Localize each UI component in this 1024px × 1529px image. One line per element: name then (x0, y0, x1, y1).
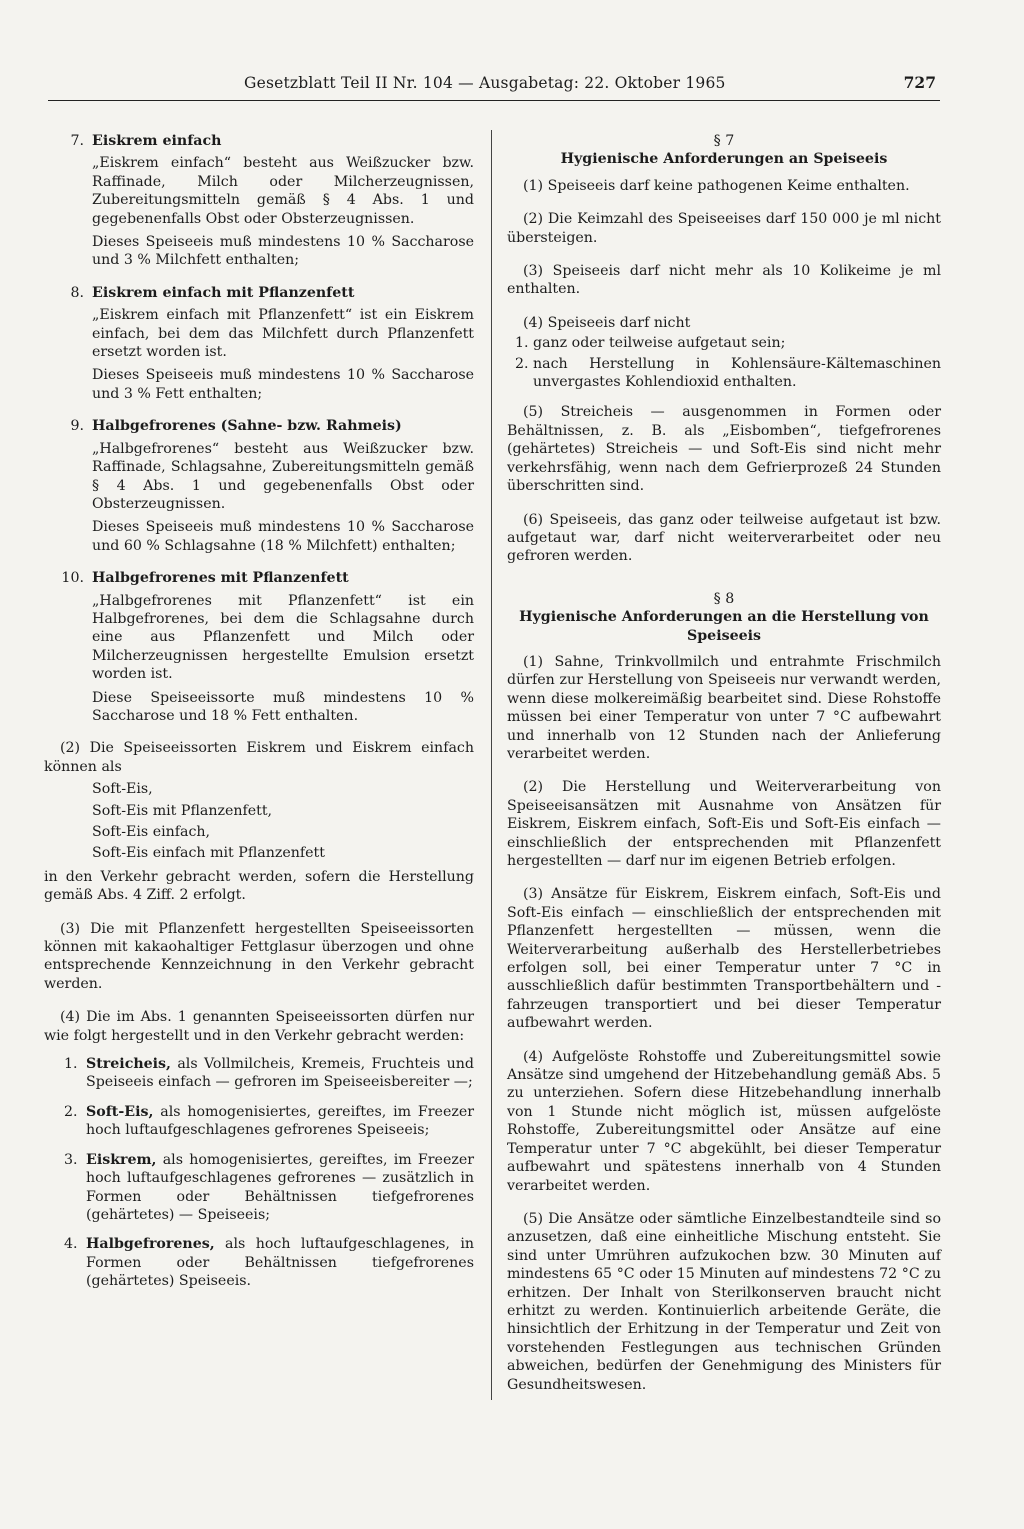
item-term: Streicheis, (86, 1056, 171, 1073)
paragraph-3: (3) Die mit Pflanzenfett hergestellten Speiseeissorten können mit kakaohaltiger Fettglasur überzogen und ohne entsprechende Kennzeichnung in den Verkehr gebracht werden. (44, 920, 474, 992)
section-8-paragraph: (4) Aufgelöste Rohstoffe und Zubereitungsmittel sowie Ansätze sind umgehend der Hitzebehandlung gemäß Abs. 5 zu unterziehen. Sofern diese Hitzebehandlung innerhalb von 1 Stunde nicht möglich ist, müssen aufgelöste Rohstoffe, Zubereitungsmittel oder Ansätze auf eine Temperatur unter 7 °C abgekühlt, bei dieser Temperatur aufbewahrt und spätestens innerhalb von 4 Stunden verarbeitet werden. (507, 1048, 941, 1194)
list-item (44, 284, 474, 403)
left-column (44, 132, 474, 1302)
section-8-paragraph: (5) Die Ansätze oder sämtliche Einzelbestandteile sind so anzusetzen, daß eine einheitliche Mischung entsteht. Sie sind unter Umrühren aufzukochen bzw. 30 Minuten auf mindestens 65 °C oder 15 Minuten auf mindestens 72 °C zu erhitzen. Der Inhalt von Sterilkonserven braucht nicht erhitzt zu werden. Kontinuierlich arbeitende Geräte, die hinsichtlich der Erhitzung in der Temperatur und Zeit von vorstehenden Festlegungen aus technischen Gründen abweichen, bedürfen der Genehmigung des Ministers für Gesundheitswesen. (507, 1210, 941, 1393)
column-divider (491, 130, 492, 1400)
item-heading: Halbgefrorenes mit Pflanzenfett (92, 570, 349, 587)
section-7-paragraph: (2) Die Keimzahl des Speiseeises darf 150 000 je ml nicht übersteigen. (507, 211, 941, 246)
item-number: 2. (515, 355, 529, 372)
list-item (44, 1235, 474, 1290)
item-text: „Halbgefrorenes mit Pflanzenfett“ ist ein Halbgefrorenes, bei dem die Schlagsahne durch eine aus Pflanzenfett und Milch oder Milcherzeugnissen hergestellte Emulsion ersetzt worden ist. (92, 592, 474, 683)
list-item: Soft-Eis, (92, 781, 153, 798)
list-item: Soft-Eis einfach, (92, 824, 211, 840)
item-text: Diese Speiseeissorte muß mindestens 10 % Saccharose und 18 % Fett enthalten. (92, 689, 474, 724)
item-number: 10. (61, 570, 84, 587)
section-8-paragraph: (3) Ansätze für Eiskrem, Eiskrem einfach, Soft-Eis und Soft-Eis einfach — einschließlich der entsprechenden mit Pflanzenfett hergestellten — müssen, wenn die Weiterverarbeitung außerhalb des Herstellerbetriebes erfolgen soll, bei einer Temperatur unter 7 °C in ausschließlich dafür bestimmten Transportbehältern und -fahrzeugen transportiert und bei dieser Temperatur aufbewahrt werden. (507, 886, 941, 1032)
section-8-title: Hygienische Anforderungen an die Herstellung von Speiseeis (519, 609, 929, 644)
item-text: Dieses Speiseeis muß mindestens 10 % Saccharose und 3 % Milchfett enthalten; (92, 234, 474, 269)
section-7-paragraph: (4) Speiseeis darf nicht (523, 314, 691, 331)
header-title: Gesetzblatt Teil II Nr. 104 — Ausgabetag: 22. Oktober 1965 (244, 74, 726, 92)
item-number: 4. (64, 1236, 78, 1253)
section-8-paragraph: (1) Sahne, Trinkvollmilch und entrahmte Frischmilch dürfen zur Herstellung von Speiseeis nur verwandt werden, wenn diese molkereimäßig bearbeitet sind. Diese Rohstoffe müssen bei einer Temperatur von unter 7 °C aufbewahrt und innerhalb von 12 Stunden nach der Anlieferung verarbeitet werden. (507, 653, 941, 762)
item-number: 9. (70, 418, 84, 435)
item-text: als Vollmilcheis, Kremeis, Fruchteis und Speiseeis einfach — gefroren im Speiseeisbereiter —; (86, 1056, 474, 1091)
item-heading: Eiskrem einfach mit Pflanzenfett (92, 284, 355, 301)
item-heading: Eiskrem einfach (92, 133, 222, 149)
item-number: 1. (515, 335, 529, 352)
item-number: 3. (64, 1151, 78, 1168)
item-text: als homogenisiertes, gereiftes, im Freezer hoch luftaufgeschlagenes gefrorenes Speiseeis; (86, 1103, 474, 1139)
paragraph-2-intro: (2) Die Speiseeissorten Eiskrem und Eiskrem einfach können als (44, 740, 474, 775)
item-heading: Halbgefrorenes (Sahne- bzw. Rahmeis) (92, 418, 402, 435)
section-8-number: § 8 (713, 590, 735, 607)
paragraph-4-intro: (4) Die im Abs. 1 genannten Speiseeissorten dürfen nur wie folgt hergestellt und in den Verkehr gebracht werden: (44, 1009, 474, 1044)
item-number: 1. (64, 1056, 78, 1073)
item-text: nach Herstellung in Kohlensäure-Kältemaschinen unvergastes Kohlendioxid enthalten. (533, 355, 941, 391)
item-number: 7. (70, 133, 84, 149)
list-item (44, 1055, 474, 1092)
section-7-paragraph: (1) Speiseeis darf keine pathogenen Keime enthalten. (523, 177, 910, 194)
item-text: als homogenisiertes, gereiftes, im Freezer hoch luftaufgeschlagenes gefrorenes — zusätzlich in Formen oder Behältnissen tiefgefrorenes (gehärtetes) — Speiseeis; (86, 1151, 474, 1223)
list-item (44, 1151, 474, 1225)
item-text: Dieses Speiseeis muß mindestens 10 % Saccharose und 3 % Fett enthalten; (92, 367, 474, 402)
item-term: Halbgefrorenes, (86, 1236, 215, 1253)
item-text: „Halbgefrorenes“ besteht aus Weißzucker bzw. Raffinade, Schlagsahne, Zubereitungsmitteln gemäß § 4 Abs. 1 und gegebenenfalls Obst oder Obsterzeugnissen. (92, 440, 474, 512)
list-item (507, 334, 941, 352)
condition-list (507, 334, 941, 391)
item-term: Soft-Eis, (86, 1103, 154, 1120)
production-list (44, 1055, 474, 1290)
section-7-paragraph: (5) Streicheis — ausgenommen in Formen oder Behältnissen, z. B. als „Eisbomben“, tiefgefrorenes (gehärtetes) Streicheis — und Soft-Eis sind nicht mehr verkehrsfähig, wenn nach dem Gefrierprozeß 24 Stunden überschritten sind. (507, 404, 941, 495)
section-7-number: § 7 (713, 133, 735, 149)
item-number: 8. (70, 284, 84, 301)
list-item (44, 417, 474, 555)
item-text: ganz oder teilweise aufgetaut sein; (533, 335, 786, 352)
page-header (48, 74, 940, 101)
item-number: 2. (64, 1103, 78, 1120)
section-7-paragraph: (6) Speiseeis, das ganz oder teilweise aufgetaut ist bzw. aufgetaut war, darf nicht weiterverarbeitet oder neu gefroren werden. (507, 511, 941, 565)
section-7-paragraph: (3) Speiseeis darf nicht mehr als 10 Kolikeime je ml enthalten. (507, 263, 941, 298)
item-text: „Eiskrem einfach“ besteht aus Weißzucker bzw. Raffinade, Milch oder Milcherzeugnissen, Zubereitungsmitteln gemäß § 4 Abs. 1 und gegebenenfalls Obst oder Obsterzeugnissen. (92, 155, 474, 227)
list-item (507, 355, 941, 392)
item-term: Eiskrem, (86, 1151, 157, 1168)
item-text: „Eiskrem einfach mit Pflanzenfett“ ist ein Eiskrem einfach, bei dem das Milchfett durch Pflanzenfett ersetzt worden ist. (92, 307, 474, 361)
section-8-paragraph: (2) Die Herstellung und Weiterverarbeitung von Speiseeisansätzen mit Ausnahme von Ansätzen für Eiskrem, Eiskrem einfach, Soft-Eis und Soft-Eis einfach — einschließlich der entsprechenden mit Pflanzenfett hergestellten — darf nur im eigenen Betrieb erfolgen. (507, 779, 941, 869)
list-item: Soft-Eis mit Pflanzenfett, (92, 802, 273, 819)
soft-eis-list (44, 780, 474, 863)
list-item (44, 1103, 474, 1140)
paragraph-2-end: in den Verkehr gebracht werden, sofern die Herstellung gemäß Abs. 4 Ziff. 2 erfolgt. (44, 868, 474, 904)
right-column (507, 132, 941, 1409)
page-number: 727 (903, 73, 936, 92)
section-7-title: Hygienische Anforderungen an Speiseeis (560, 151, 888, 168)
item-text: als hoch luftaufgeschlagenes, in Formen oder Behältnissen tiefgefrorenes (gehärtetes) Speiseeis. (86, 1236, 474, 1290)
list-item (44, 132, 474, 270)
list-item (44, 569, 474, 725)
item-text: Dieses Speiseeis muß mindestens 10 % Saccharose und 60 % Schlagsahne (18 % Milchfett) enthalten; (92, 519, 474, 554)
list-item: Soft-Eis einfach mit Pflanzenfett (92, 845, 325, 862)
